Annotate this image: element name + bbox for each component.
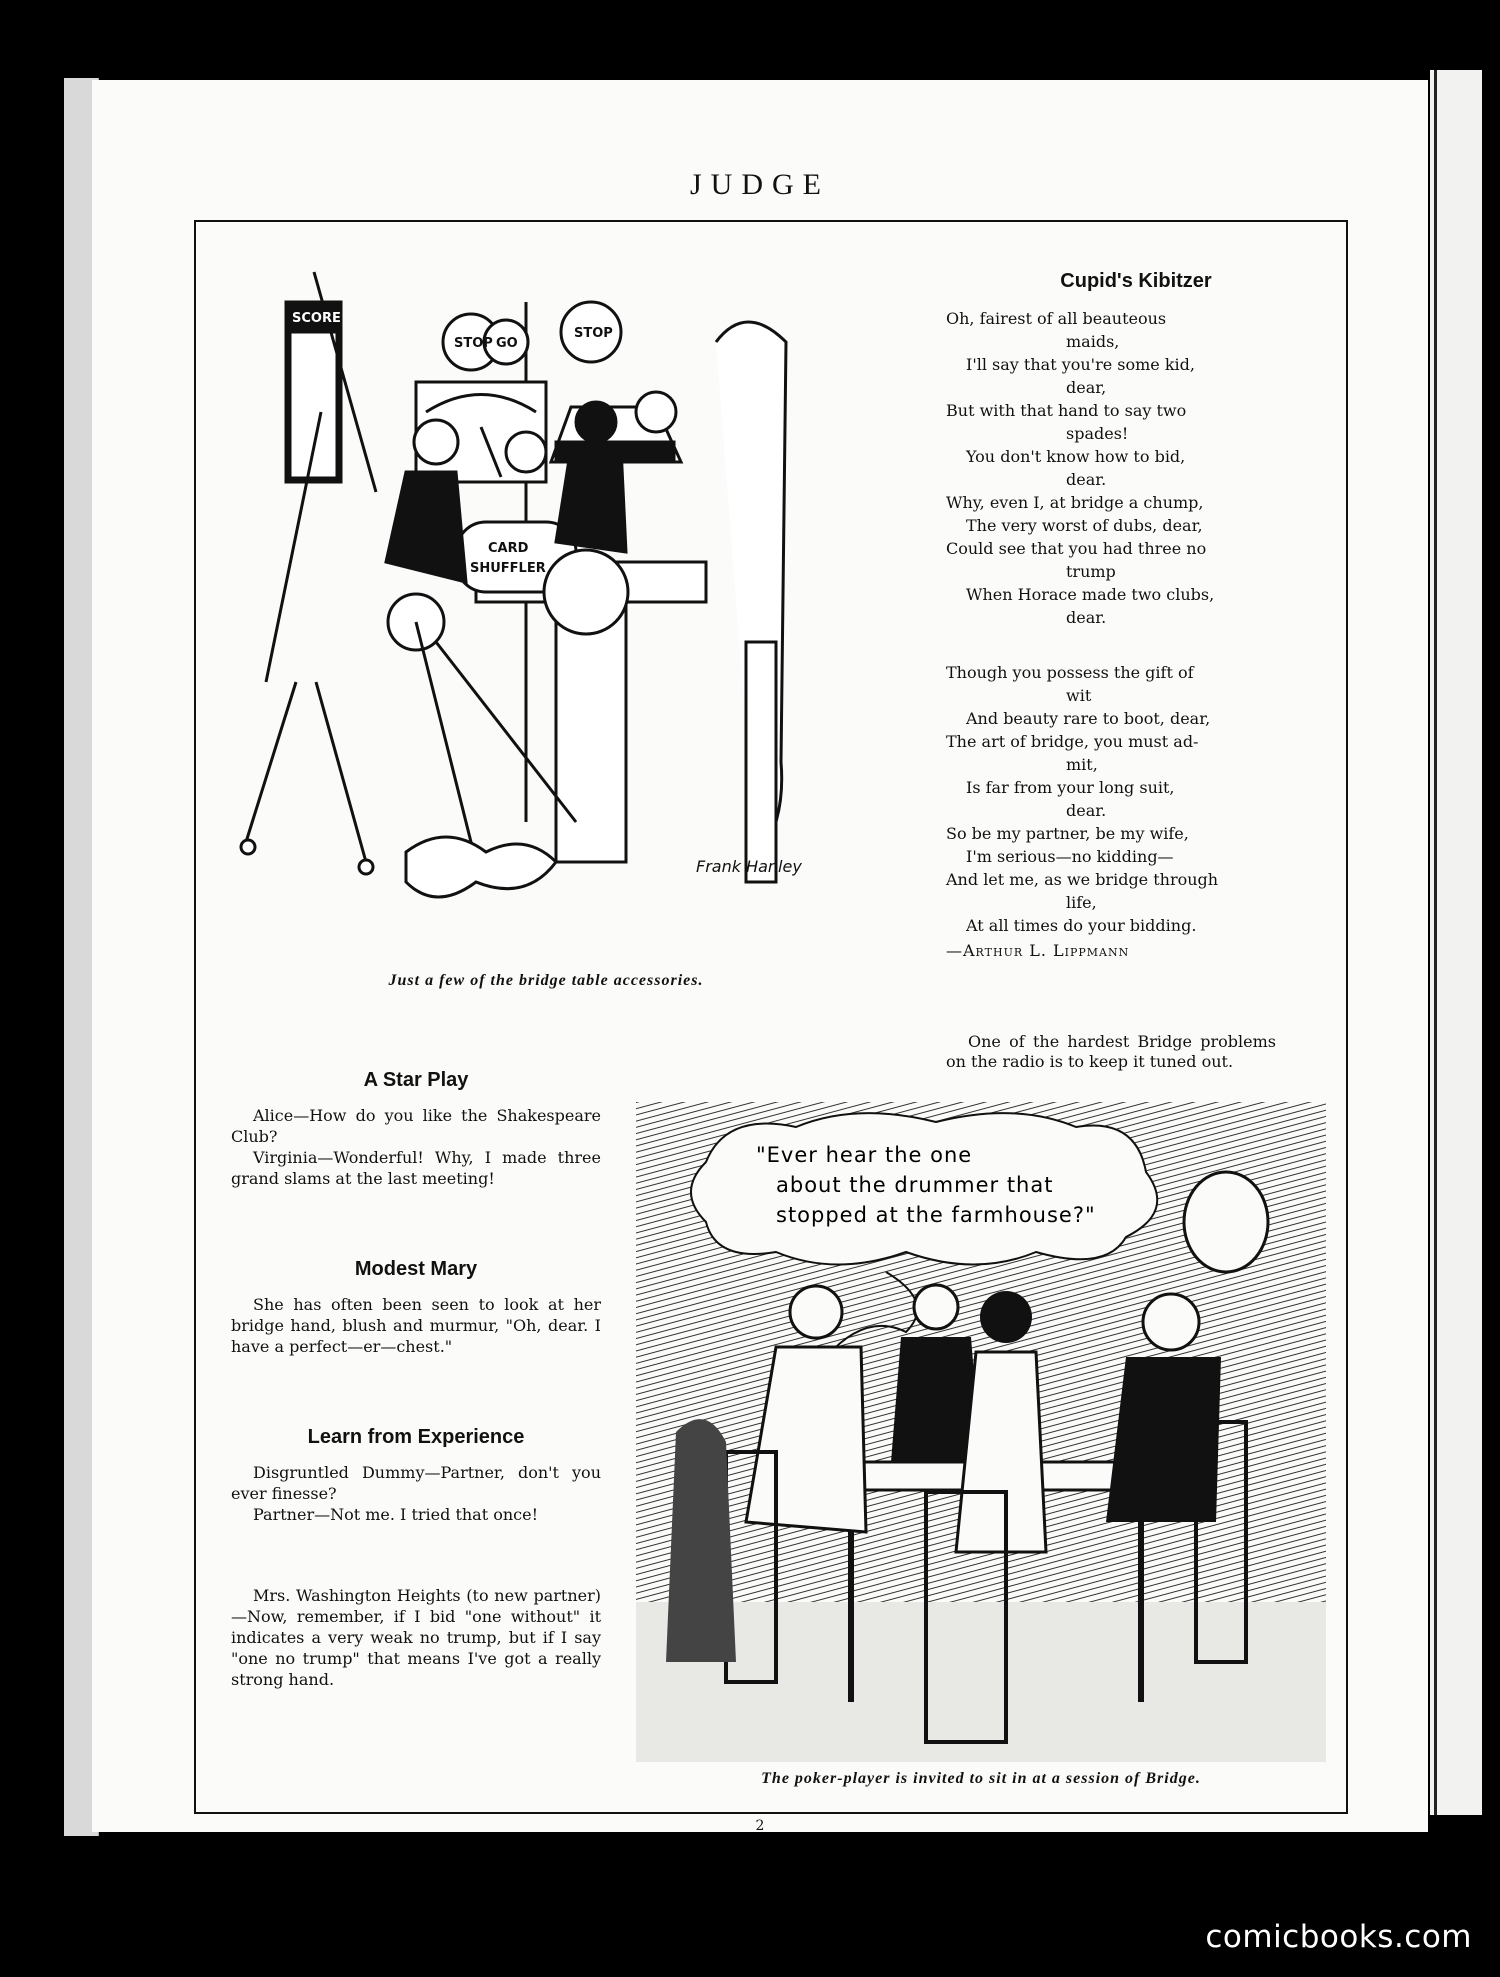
shuffler-label: SHUFFLER bbox=[470, 561, 546, 576]
poem-line: I'll say that you're some kid, bbox=[966, 355, 1195, 374]
poem-line: And beauty rare to boot, dear, bbox=[966, 709, 1211, 728]
poem-line: Though you possess the gift of bbox=[946, 663, 1194, 682]
learn-title: Learn from Experience bbox=[307, 1426, 525, 1448]
learn-line: Disgruntled Dummy—Partner, don't you ever finesse? bbox=[231, 1463, 601, 1503]
go-sign: GO bbox=[496, 336, 518, 351]
star-play-title: A Star Play bbox=[363, 1069, 469, 1091]
poem-line: Oh, fairest of all beauteous bbox=[946, 309, 1167, 328]
masthead: JUDGE bbox=[690, 168, 830, 201]
site-watermark: comicbooks.com bbox=[1205, 1919, 1472, 1955]
poem-line: When Horace made two clubs, bbox=[966, 585, 1215, 604]
stop-sign-left: STOP bbox=[454, 336, 493, 351]
poem-line: dear. bbox=[1066, 608, 1107, 627]
content-frame bbox=[194, 220, 1348, 1814]
joke-column bbox=[231, 1062, 601, 1730]
stop-sign-right: STOP bbox=[574, 326, 613, 341]
poem-author: —Arthur L. Lippmann bbox=[946, 941, 1130, 960]
magazine-page bbox=[92, 80, 1428, 1832]
poem-stanza-2 bbox=[946, 661, 1326, 962]
poem-line: And let me, as we bridge through bbox=[946, 870, 1219, 889]
poem-line: mit, bbox=[1066, 755, 1098, 774]
bubble-line-2: about the drummer that bbox=[776, 1173, 1054, 1197]
poem-line: But with that hand to say two bbox=[946, 401, 1187, 420]
card-label: CARD bbox=[488, 541, 529, 556]
learn-from-experience bbox=[231, 1427, 601, 1525]
learn-line: Partner—Not me. I tried that once! bbox=[253, 1505, 539, 1524]
page-number: 2 bbox=[755, 1818, 765, 1834]
star-play bbox=[231, 1070, 601, 1189]
poker-player-cartoon bbox=[636, 1102, 1326, 1762]
poem-line: life, bbox=[1066, 893, 1097, 912]
bubble-line-1: "Ever hear the one bbox=[756, 1143, 973, 1167]
poem-line: The very worst of dubs, dear, bbox=[966, 516, 1203, 535]
star-play-line: Virginia—Wonderful! Why, I made three grand slams at the last meeting! bbox=[231, 1148, 601, 1188]
poem bbox=[946, 262, 1326, 994]
washington-heights bbox=[231, 1585, 601, 1690]
cartoon2-caption: The poker-player is invited to sit in at a session of Bridge. bbox=[761, 1770, 1201, 1787]
score-sign: SCORE bbox=[292, 311, 341, 326]
poem-line: You don't know how to bid, bbox=[966, 447, 1186, 466]
poem-line: Why, even I, at bridge a chump, bbox=[946, 493, 1204, 512]
modest-mary-text: She has often been seen to look at her bridge hand, blush and murmur, "Oh, dear. I have a perfect—er—chest." bbox=[231, 1295, 601, 1356]
poem-line: maids, bbox=[1066, 332, 1120, 351]
artist-signature: Frank Hanley bbox=[696, 857, 802, 876]
poem-line: trump bbox=[1066, 562, 1116, 581]
poem-line: dear. bbox=[1066, 470, 1107, 489]
poem-stanza-1 bbox=[946, 307, 1326, 629]
poem-title: Cupid's Kibitzer bbox=[1060, 270, 1212, 292]
cartoon1-caption: Just a few of the bridge table accessories. bbox=[388, 972, 704, 989]
poem-line: Is far from your long suit, bbox=[966, 778, 1175, 797]
modest-mary-title: Modest Mary bbox=[354, 1258, 478, 1280]
poem-line: dear, bbox=[1066, 378, 1107, 397]
poem-line: wit bbox=[1066, 686, 1092, 705]
poem-line: Could see that you had three no bbox=[946, 539, 1207, 558]
poem-line: So be my partner, be my wife, bbox=[946, 824, 1189, 843]
next-page-edge bbox=[1430, 70, 1482, 1815]
poem-line: spades! bbox=[1066, 424, 1129, 443]
poem-line: At all times do your bidding. bbox=[966, 916, 1197, 935]
bridge-accessories-cartoon bbox=[226, 262, 856, 922]
bubble-line-3: stopped at the farmhouse?" bbox=[776, 1203, 1096, 1227]
poem-line: I'm serious—no kidding— bbox=[966, 847, 1174, 866]
radio-joke: One of the hardest Bridge problems on the radio is to keep it tuned out. bbox=[946, 1032, 1276, 1071]
star-play-line: Alice—How do you like the Shakespeare Club? bbox=[231, 1106, 601, 1146]
heights-text: Mrs. Washington Heights (to new partner)—Now, remember, if I bid "one without" it indicates a very weak no trump, but if I say "one no trump" that means I've got a really strong hand. bbox=[231, 1586, 601, 1689]
poem-line: dear. bbox=[1066, 801, 1107, 820]
modest-mary bbox=[231, 1259, 601, 1357]
poem-line: The art of bridge, you must ad- bbox=[946, 732, 1199, 751]
